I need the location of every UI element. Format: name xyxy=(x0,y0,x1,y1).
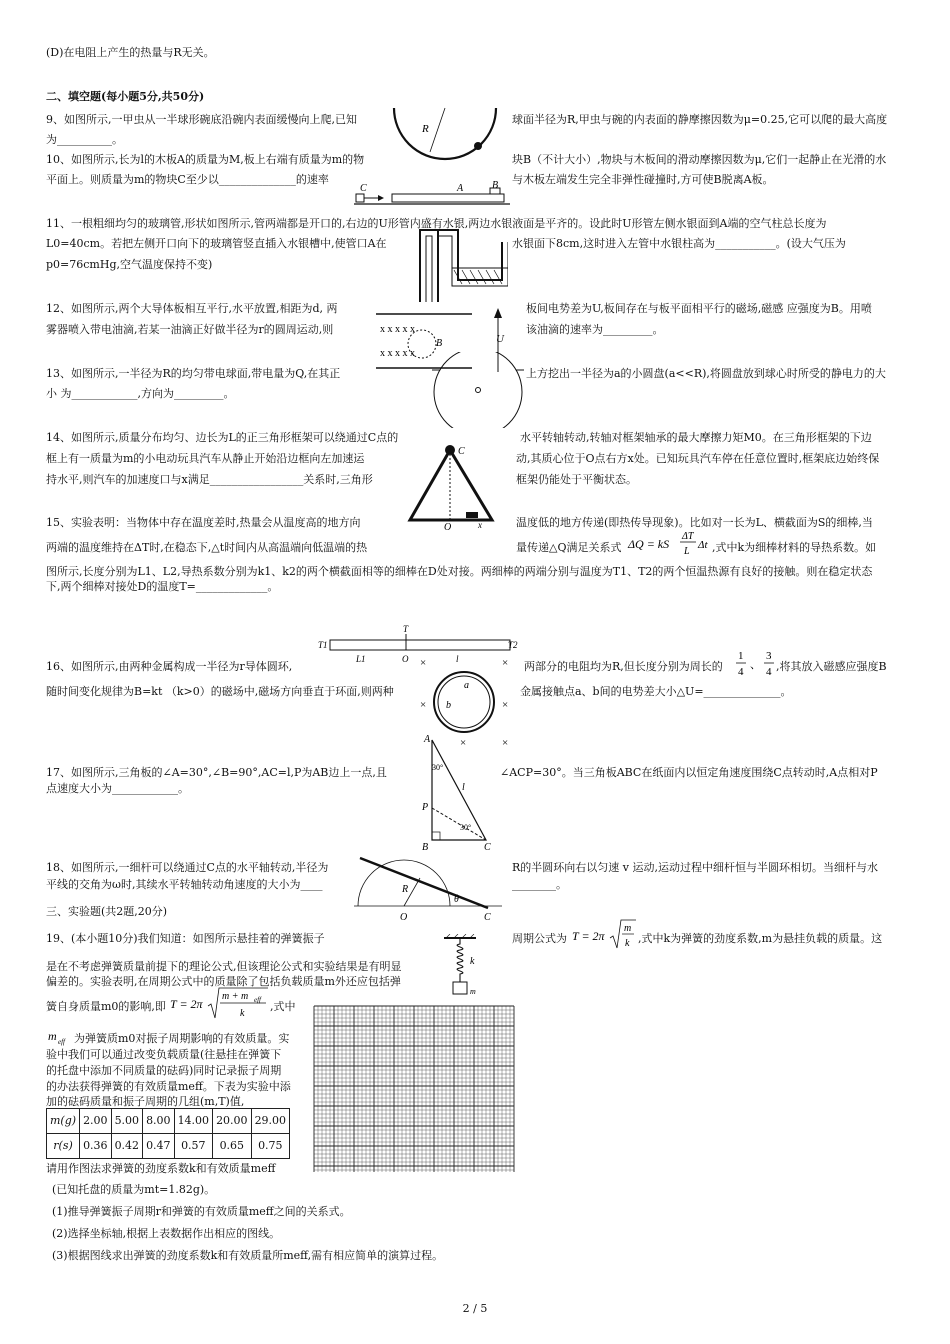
svg-text:B: B xyxy=(422,842,429,853)
q13-line-1: 13、如图所示,一半径为R的均匀带电球面,带电量为Q,在其正 xyxy=(46,367,341,380)
svg-text:30°: 30° xyxy=(460,823,472,832)
table-cell: 20.00 xyxy=(213,1109,252,1134)
table-cell: 0.65 xyxy=(213,1134,252,1159)
svg-text:A: A xyxy=(457,183,464,194)
svg-text:A: A xyxy=(424,734,431,745)
q19-line-9: 验中我们可以通过改变负载质量(往悬挂在弹簧下 xyxy=(46,1048,282,1061)
svg-text:eff: eff xyxy=(58,1038,65,1046)
q19-line-6: 簧自身质量m0的影响,即 xyxy=(46,1000,166,1013)
q16-line-5: 金属接触点a、b间的电势差大小△U=______________。 xyxy=(520,685,792,698)
q15-line-2: 温度低的地方传递(即热传导现象)。比如对一长为L、横截面为S的细棒,当 xyxy=(516,516,873,529)
table-cell: 0.57 xyxy=(174,1134,213,1159)
q14-line-1: 14、如图所示,质量分布均匀、边长为L的正三角形框架可以绕通过C点的 xyxy=(46,431,399,444)
table-cell: 14.00 xyxy=(174,1109,213,1134)
table-cell: 0.36 xyxy=(80,1134,112,1159)
svg-text:、: 、 xyxy=(750,659,761,671)
q12-line-2: 板间电势差为U,板间存在与板平面相平行的磁场,磁感 应强度为B。用喷 xyxy=(526,302,872,315)
heat-transfer-formula xyxy=(626,528,712,558)
q10-line-1: 10、如图所示,长为l的木板A的质量为M,板上右端有质量为m的物 xyxy=(46,153,365,166)
svg-text:P: P xyxy=(422,802,429,813)
data-table xyxy=(46,1108,290,1159)
table-cell: 0.42 xyxy=(111,1134,143,1159)
q12-line-1: 12、如图所示,两个大导体板相互平行,水平放置,相距为d, 两 xyxy=(46,302,338,315)
svg-text:30°: 30° xyxy=(432,763,444,772)
q19-line-8: 为弹簧质m0对振子周期影响的有效质量。实 xyxy=(74,1032,290,1045)
q19-line-7: ,式中 xyxy=(270,1000,296,1013)
q11-line-2: L0=40cm。若把左侧开口向下的玻璃管竖直插入水银槽中,使管口A在 xyxy=(46,237,387,250)
svg-text:T = 2π: T = 2π xyxy=(572,929,605,943)
section-experiment-heading: 三、实验题(共2题,20分) xyxy=(46,905,168,918)
q14-line-5: 持水平,则汽车的加速度口与x满足_________________关系时,三角形 xyxy=(46,473,373,486)
q19-line-14: (已知托盘的质量为mt=1.82g)。 xyxy=(52,1183,216,1196)
q17-line-1: 17、如图所示,三角板的∠A=30°,∠B=90°,AC=l,P为AB边上一点,且 xyxy=(46,766,387,779)
svg-text:C: C xyxy=(360,183,367,194)
svg-text:1: 1 xyxy=(738,650,744,662)
svg-text:C: C xyxy=(484,842,491,853)
q13-sphere-figure xyxy=(432,352,524,428)
table-cell: r(s) xyxy=(47,1134,80,1159)
q11-line-1: 11、一根粗细均匀的玻璃管,形状如图所示,管两端都是开口的,右边的U形管内盛有水银,两边水银液面是平齐的。设此时U形管左侧水银面到A端的空气柱总长度为 xyxy=(46,217,827,230)
effective-period-formula xyxy=(168,984,272,1022)
svg-text:×: × xyxy=(420,699,427,711)
svg-text:m: m xyxy=(624,923,632,934)
svg-text:B: B xyxy=(492,180,499,191)
svg-text:m: m xyxy=(48,1029,57,1043)
q10-board-figure xyxy=(352,180,512,210)
svg-text:b: b xyxy=(446,700,451,711)
q15-line-3: 两端的温度维持在ΔT时,在稳态下,△t时间内从高温端向低温端的热 xyxy=(46,541,368,554)
q16-line-2: 两部分的电阻均为R,但长度分别为周长的 xyxy=(524,660,723,673)
q19-spring-figure xyxy=(440,934,484,998)
svg-text:×: × xyxy=(502,699,509,711)
svg-text:θ: θ xyxy=(454,894,459,905)
page-number: 2 / 5 xyxy=(462,1302,488,1315)
svg-text:×: × xyxy=(502,657,509,669)
q18-line-1: 18、如图所示,一细杆可以绕通过C点的水平轴转动,半径为 xyxy=(46,861,329,874)
q17-line-2: ∠ACP=30°。当三角板ABC在纸面内以恒定角速度围绕C点转动时,A点相对P xyxy=(500,766,878,779)
svg-text:m: m xyxy=(470,987,476,996)
svg-text:ΔQ = kS: ΔQ = kS xyxy=(628,537,670,551)
svg-text:U: U xyxy=(496,333,504,345)
q13-line-3: 小 为____________,方向为_________。 xyxy=(46,387,235,400)
q11-line-3: 水银面下8cm,这时进入左管中水银柱高为___________。(设大气压为 xyxy=(512,237,846,250)
q14-line-2: 水平转轴转动,转轴对框架轴承的最大摩擦力矩M0。在三角形框架的下边 xyxy=(520,431,872,444)
q9-line-1: 9、如图所示,一甲虫从一半球形碗底沿碗内表面缓慢向上爬,已知 xyxy=(46,113,357,126)
svg-text:3: 3 xyxy=(766,650,772,662)
q11-u-tube-figure xyxy=(412,220,508,304)
q19-line-5: 偏差的。实验表明,在周期公式中的质量除了包括负载质量m外还应包括弹 xyxy=(46,975,401,988)
q15-line-5: ,式中k为细棒材料的导热系数。如 xyxy=(712,541,877,554)
svg-text:x: x xyxy=(478,520,482,530)
q14-line-4: 动,其质心位于O点右方x处。已知玩具汽车停在任意位置时,框架底边始终保 xyxy=(516,452,880,465)
svg-text:T: T xyxy=(403,624,409,634)
q10-line-2: 块B（不计大小）,物块与木板间的滑动摩擦因数为μ,它们一起静止在光滑的水 xyxy=(512,153,887,166)
table-cell: 0.47 xyxy=(143,1134,175,1159)
svg-text:T2: T2 xyxy=(508,640,518,650)
svg-text:O: O xyxy=(400,912,408,923)
table-cell: 8.00 xyxy=(143,1109,175,1134)
svg-text:O: O xyxy=(444,522,452,532)
q19-line-4: 是在不考虑弹簧质量前提下的理论公式,但该理论公式和实验结果是有明显 xyxy=(46,960,402,973)
period-formula xyxy=(570,916,638,952)
q12-line-3: 雾器喷入带电油滴,若某一油滴正好做半径为r的圆周运动,则 xyxy=(46,323,334,336)
q18-line-2: R的半圆环向右以匀速 v 运动,运动过程中细杆恒与半圆环相切。当细杆与水 xyxy=(512,861,878,874)
q9-line-2: 球面半径为R,甲虫与碗的内表面的静摩擦因数为μ=0.25,它可以爬的最大高度 xyxy=(512,113,888,126)
q18-line-4: ________。 xyxy=(512,878,567,891)
svg-text:Δt: Δt xyxy=(698,539,708,551)
q9-bowl-figure xyxy=(390,106,500,166)
q15-line-6: 图所示,长度分别为L1、L2,导热系数分别为k1、k2的两个横截面相等的细棒在D处对接。两细棒的两端分别与温度为T1、T2的两个恒温热源有良好的接触。则在稳定状态 xyxy=(46,565,873,578)
table-cell: 5.00 xyxy=(111,1109,143,1134)
q19-line-10: 的托盘中添加不同质量的砝码)同时记录振子周期 xyxy=(46,1064,282,1077)
q16-line-1: 16、如图所示,由两种金属构成一半径为r导体圆环, xyxy=(46,660,293,673)
svg-text:ΔT: ΔT xyxy=(682,531,694,542)
svg-text:k: k xyxy=(240,1008,245,1019)
graph-paper-grid xyxy=(313,1005,517,1175)
svg-text:l: l xyxy=(456,654,459,664)
table-row xyxy=(47,1134,290,1159)
meff-symbol xyxy=(46,1028,74,1048)
q14-line-6: 框架仍能处于平衡状态。 xyxy=(516,473,637,486)
svg-text:k: k xyxy=(470,956,475,967)
q15-line-1: 15、实验表明：当物体中存在温度差时,热量会从温度高的地方向 xyxy=(46,516,361,529)
table-cell: 2.00 xyxy=(80,1109,112,1134)
svg-text:4: 4 xyxy=(766,666,772,678)
svg-text:O: O xyxy=(402,654,409,664)
q19-line-3: ,式中k为弹簧的劲度系数,m为悬挂负载的质量。这 xyxy=(638,932,883,945)
svg-text:×: × xyxy=(420,657,427,669)
svg-text:R: R xyxy=(422,123,429,135)
svg-text:B: B xyxy=(436,338,443,349)
svg-text:4: 4 xyxy=(738,666,744,678)
table-cell: 29.00 xyxy=(251,1109,290,1134)
option-d: (D)在电阻上产生的热量与R无关。 xyxy=(46,46,215,59)
q9-line-3: 为__________。 xyxy=(46,133,123,146)
svg-text:k: k xyxy=(625,938,630,949)
q15-line-7: 下,两个细棒对接处D的温度T=_____________。 xyxy=(46,580,279,593)
svg-text:a: a xyxy=(464,680,469,691)
q19-line-11: 的办法获得弹簧的有效质量meff。下表为实验中添 xyxy=(46,1080,291,1093)
q19-task-3: (3)根据图线求出弹簧的劲度系数k和有效质量所meff,需有相应简单的演算过程。 xyxy=(52,1249,444,1262)
q18-line-3: 平线的交角为ω时,其续水平转轴转动角速度的大小为____ xyxy=(46,878,323,891)
q18-semicircle-figure xyxy=(352,856,504,926)
q10-line-4: 与木板左端发生完全非弹性碰撞时,方可使B脱离A板。 xyxy=(512,173,774,186)
q16-line-3: ,将其放入磁感应强度B xyxy=(776,660,887,673)
svg-text:T1: T1 xyxy=(318,640,328,650)
q10-line-3: 平面上。则质量为m的物块C至少以______________的速率 xyxy=(46,173,329,186)
q11-line-4: p0=76cmHg,空气温度保持不变) xyxy=(46,258,213,271)
svg-text:L: L xyxy=(684,546,690,557)
q13-line-2: 上方挖出一半径为a的小圆盘(a<<R),将圆盘放到球心时所受的静电力的大 xyxy=(526,367,886,380)
q14-line-3: 框上有一质量为m的小电动玩具汽车从静止开始沿边框向左加速运 xyxy=(46,452,365,465)
svg-text:x x x x x: x x x x x xyxy=(380,348,415,359)
svg-text:C: C xyxy=(484,912,491,923)
svg-text:×: × xyxy=(502,737,509,748)
svg-text:C: C xyxy=(458,446,465,457)
svg-text:x x x x x: x x x x x xyxy=(380,324,415,335)
svg-text:L1: L1 xyxy=(356,654,366,664)
table-row xyxy=(47,1109,290,1134)
q19-line-1: 19、(本小题10分)我们知道：如图所示悬挂着的弹簧振子 xyxy=(46,932,325,945)
q19-line-13: 请用作图法求弹簧的劲度系数k和有效质量meff xyxy=(46,1162,276,1175)
q14-triangle-figure xyxy=(406,440,504,532)
svg-text:R: R xyxy=(402,884,409,895)
table-cell: m(g) xyxy=(47,1109,80,1134)
svg-text:l: l xyxy=(462,782,465,793)
q17-line-3: 点速度大小为____________。 xyxy=(46,782,189,795)
q19-task-2: (2)选择坐标轴,根据上表数据作出相应的图线。 xyxy=(52,1227,281,1240)
fraction-formulas xyxy=(734,646,778,680)
q19-line-2: 周期公式为 xyxy=(512,932,567,945)
svg-text:eff: eff xyxy=(254,996,261,1004)
q12-line-4: 该油滴的速率为_________。 xyxy=(526,323,664,336)
section-fill-blank-heading: 二、填空题(每小题5分,共50分) xyxy=(46,90,205,103)
svg-text:m + m: m + m xyxy=(222,991,249,1002)
q16-line-4: 随时间变化规律为B=kt （k>0）的磁场中,磁场方向垂直于环面,则两种 xyxy=(46,685,394,698)
svg-text:×: × xyxy=(460,737,467,748)
q19-task-1: (1)推导弹簧振子周期r和弹簧的有效质量meff之间的关系式。 xyxy=(52,1205,351,1218)
q17-triangle-figure xyxy=(418,730,500,854)
svg-text:T = 2π: T = 2π xyxy=(170,997,203,1011)
q19-line-12: 加的砝码质量和振子周期的几组(m,T)值, xyxy=(46,1095,245,1108)
table-cell: 0.75 xyxy=(251,1134,290,1159)
q15-line-4: 量传递△Q满足关系式 xyxy=(516,541,622,554)
